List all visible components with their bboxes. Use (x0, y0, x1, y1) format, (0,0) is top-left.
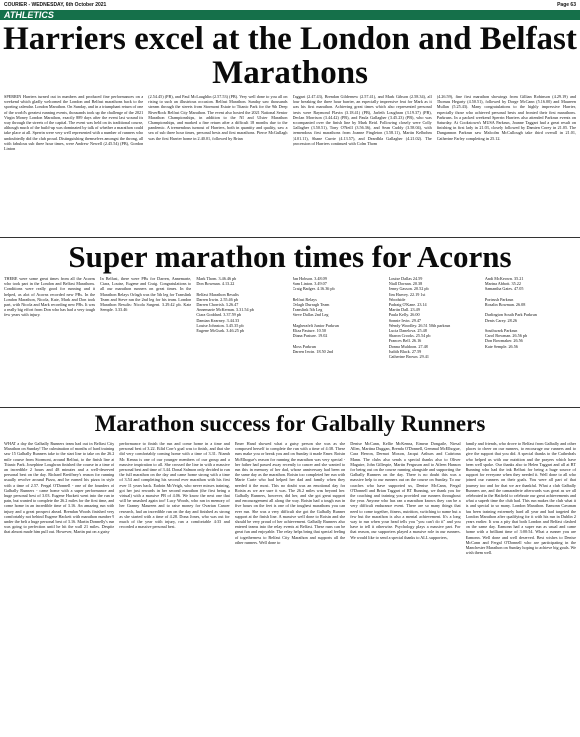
page-header-date: COURIER - WEDNESDAY, 6th October 2021 (4, 2, 107, 8)
story2-col-6: Andi McKeown. 35.21 Marina Abbott. 35.22 Samantha Gates. 47.05 Portrush Parkrun Rosalin Bowman. 26.08 Darlington South Park Parkrun Denis Carey. 28.26 Southwark Parkrun Carol Bowman. 26.56 pb Don Bowmaker. 26.56 Kate Semple. 26.56 (484, 276, 537, 349)
story2-col-2: In Belfast, there were PBs for Darren, Annemarie, Ciara, Louise, Eugene and Craig. Congratulations to all our marathon runners on great times. In the Marathon Relays Orlagh was the 5th leg for Translink Team and Steve ran the 2nd leg for his team. London Marathon Results: Nicola Sargent. 3.29.42 pb. Kate Semple. 3.33.46 (100, 276, 192, 313)
section-title: ATHLETICS (4, 10, 54, 20)
story2-col-3: Mark Thom. 3.46.46 pb Don Bowman. 4.13.22 Belfast Marathon Results Darren Irwin. 2.55.46 pb Darren Chorrish. 3.26.47 Annemarie McKernan. 3.31.54 pb Ciara Goddard. 3.37.59 pb Damian Kearney. 3.44.33 Louise Johnston. 3.45.35 pb Eugene McGurk. 3.46.25 pb (196, 276, 254, 334)
story2-col-4: Jan Hobson. 3.48.09 Sam Linton. 3.49.07 Craig Badger. 4.16.36 pb Belfast Relays Orlagh Durragh Team Translink 5th Leg Steve Dallas 2nd Leg Magherafelt Junior Parkrun Eliza Pasture. 10.50 Diana Pasture. 19.02 Moss Parkrun Darren Irwin. 18.50 2nd (292, 276, 339, 354)
story3-body (4, 441, 576, 733)
story2-col-5: Louise Dallas 24.59 Niall Dornan. 20.38 Jenny Gasson. 20.52 pb Jim Harvey. 22.19 1st Woodside Padraig O'Kane. 23.14 Martin Dall. 23.49 Paula Kelly. 26.00 Sonnie Irvin. 29.47 Wendy Woodley. 26.51 50th parkrun Lucia Danelova. 25.48 Sharon Crooks. 25.54 pb Frances Bell. 26.16 Donna Muldoon. 27.48 Judith Black. 27.59 Catherine Brown. 29.41 (388, 276, 451, 360)
story1-col-4: (4.26.59), fine first marathon showings from Gillian Robinson (4.29.19) and Thomas Hegarty (4.50.51), followed by Dorge McCann (5.16.00) and Maureen Mullan (5.25.43). Many congratulations to the highly impressive Harrier, especially those who achieved personal bests and fronted their first marathons. Parkruns. In a packed weekend Sperrin Harriers also attended Parkrun events on Saturday. At Cookstown's MUSA Parkrun, Joanne Taggart had a great result on finishing in first lady in 21.03, closely followed by Damien Corey in 21.05. The Dungannon Parkrun saw Malcolm McCullough take third overall in 21.01, Catherine Farley completing in 25.12. (436, 94, 576, 141)
story2-headline: Super marathon times for Acorns (68, 239, 512, 274)
story3-col-5: family and friends, who drove to Belfast from Galbally and other places to cheer on our runners, to encourage our runners and to give the support that you did. A special thanks to the Cathedrals who helped us with our nutrition and the prayers which have been well spoke. Our thanks also to Helen Taggart and all at BT Running who had the ink Belfast for being a huge source of support for everyone when they needed it. Well done to all who joined our runners on their goals. You were all part of that journey too and for that we are thankful. What a club Galbally Runners are, and the camaraderie afterwards was great as we all celebrated in the Hatfield to celebrate our great achievements and what a superb time the club had. This run makes the club what it is and special to so many. London Marathon. Eamonn Cavanan has been training extremely hard all year and had targeted the London Marathon after qualifying for it with his run in Dublin 2 years earlier. It was a pity that both London and Belfast clashed on the same day. Eamonn had a super run as usual and came home with a brilliant time of 3:00:54. What a runner you are Eamonn. Well done and well deserved. Best wishes to Denise McCann and Fergal O'Donnell who are participating in the Manchester Marathon on Sunday hoping to achieve big goals. We wish them well. (465, 441, 577, 556)
story1-col-1: SPERRIN Harriers turned out in numbers and produced fine performances on a weekend which gladly welcomed the London and Belfast marathons back to the sporting calendar. London Marathon. On Sunday, and in a triumphant return of one of the world's greatest running events, thousands took up the challenge of the 2021 Virgin Money London Marathon, exactly 889 days after the event last wound its way through the streets of the capital. The event was held on its traditional course, although much of the build-up was dominated by talk of whether a marathon could take place at all. Sperrin were very well represented with a number of runners who undoubtedly did the club proud. Distinguishing themselves amongst the throng, all with fabulous sub three hour times, were Andrew Newell (2.45.54) (PB), Gordon Linton (4, 94, 144, 152)
story3-col-4: Denise McCann, Kellie McKenna, Eimear Dongaile, Niesal Allen, Martina Duggan, Brenda O'Donnell, Gemmal McElhogue, Cara Herron, Dermot Moxon, Jacqui Arthurs and Caitriona Mann. The clubs also sends a special thanks also to Oliver Maguire, John Gillespie, Martin Ferguson and to Aileen Hanson for being out on the course running alongside and supporting the Galbally Runners on the day. There is no doubt this was a massive help to our runners out on the course on Sunday. To our coaches who have supported us, Denise McCann, Fergal O'Donnell and Brian Taggart of BT Running, we thank you for the coaching and training you provided our runners throughout the year. Anyone who has ran a marathon knows they can be a very difficult endurance event. There are so many things that need to come together, fitness, nutrition, switching to name but a few but the marathon is also a mental achievement. It's a long way to run when your head tells you "you can't do it" and you have to tell it otherwise. Psychology plays a massive part. For that reason, our supporters played a massive role in our runners. We would like to send a special thanks to ALL supporters, (350, 441, 461, 540)
story1-col-3: Taggart (2.47.43), Brendan Gildernew (2.57.41), and Mark Gibson (2.58.34), all four breaking the three hour barrier, an especially impressive feat for Mark as it was his first marathon. Achieving great times which also represented personal bests were Raymond Flavin (3.18.41) (PB), Jarleth Loughran (3.19.37) (PB), Declan Morrison (3.44.42) (PB), and Paula Gallagher (3.45.23) (PB), who was accompanied over the finish line by Mark Reid. Following closely were Colly Gallagher (3.50.51), Tony O'Neill (3.56.36), and Sean Cuddy (3.58.04), with tremendous first marathons from Joanne Fingleton (3.58.11), Martin Kelbohm (4.01.11), Shane Currie (4.13.57), and Deardhla Gallagher (4.21.02). The procession of Harriers continued with Colm Thom (292, 94, 432, 146)
story2-body (4, 276, 576, 404)
story1-body (4, 94, 576, 234)
page-number: Page 63 (557, 2, 576, 8)
story3-col-2: performance to finish the run and come home in a time and personal best of 3.22. Eilid Corr's goal was to finish, and that she did very comfortably coming home with a time of 3.31. Niamh Mc Kenna is one of our younger members of our group and a massive inspiration to all. She crossed the line in with a massive personal best and time of 3.44. Donal Salmon only decided to run the full marathon on the day and came home strong with a time of 3.54 and completing his second ever marathon with his first ever 11 years back. Eadoin McVeigh, who never misses training, got her just rewards in her second marathon (the first being a virtual) with a massive PB of 4.06. We know the next one that will be smashed again too! Lucy Woods, who ran in memory of her Granny Maureen and to raise money for Ovarian Cancer research, had an incredible run on the day and finished as strong as she started with a time of 4.28. Dona Jones, who was out for much of the year with injury, ran a comfortable 4:33 and recorded a massive personal best. (119, 441, 230, 530)
divider-2 (0, 407, 580, 408)
page-header (0, 0, 580, 10)
story2-col-1: THERE were some great times from all the Acorns who took part in the London and Belfast Marathons. Conditions were really good for running and it helped, as alot of Acorns recorded new PBs. In the London Marathon, Nicola, Kate, Mark and Don took part, with Nicola and Mark recording new PBs. It was a really big effort from Don who has had a very tough few years with injury. (4, 276, 96, 318)
divider-1 (0, 237, 580, 238)
section-band (0, 10, 580, 20)
story3-headline: Marathon success for Galbally Runners (94, 411, 486, 436)
story3-col-1: WHAT a day the Galbally Runners team had out in Belfast City Marathon on Sunday! The culmination of months of hard training saw 15 Galbally Runners take to the start line to take on the 26.2 mile course from Stormont, around Belfast, to the finish line at Titanic Park. Josephine Loughran finished the course in a time of an incredible 2 hours and 48 minutes and a well-deserved personal best on the day. Richard Breiffney's reason for running usually revolve around Pizza, and he earned his pizza in style with a time of 2.57. Fergal O'Donnell - one of the founders of Galbally Runners - came home with a super performance and huge personal best of 3.03. Eugene Hackett went into the run in pain, but wanted to complete the 26.2 miles for the first time, and come home in an incredible time of 3.16. An amazing run with injury and a great prospect ahead. Brendan Woods finished very comfortably not behind Eugene Hackett with marathon number 9 under the belt a huge personal best of 3.16. Martin Donnelly's run was going to perfection until he hit the wall 21 miles. Despite that almost made him pull out. However, Martin put on a gutsy (4, 441, 115, 535)
story1-col-2: (2.54.45) (PB), and Paul McLaughlin (2.57.53) (PB). Very well done to you all on rising to such an illustrious occasion. Belfast Marathon. Sunday saw thousands stream through the streets from Stormont Estate to Titanic Park for the 9th Deep RiverRock Belfast City Marathon. The event also hosted the 2021 National Senior Marathon Championships, in addition to the NI and Ulster Marathon Championships, and marked a fine return after a difficult 18 months due to the pandemic. A tremendous turnout of Harriers, both in quantity and quality, saw a sea of sub three hour times, personal bests and first marathons. Pierce McGullagh was the first Harrier home in 2.40.01, followed by Brian (148, 94, 288, 141)
story3-col-3: Emer Hand showed what a gutsy person she was as she composed herself to complete the run with a time of 4:38. These runs make you or break you and on Sunday it made Emer. Roisin McElhogue's reason for running the marathon was very special - her father had passed away recently to cancer and she wanted to run this in memory of her dad, whose anniversary had been on the same day as the marathon. Roisin too completed her run with Marie Curie who had helped her dad and family when they needed it the most. This no doubt was an emotional day for Roisin as we are sure it was. The 26.2 miles was beyond her. Galbally Runners, however, did her, and she got great support and encouragement all along the way. Roisin had a tough run in five hours on the feet is one of the toughest marathons you can ever run. She was a very difficult she got the Galbally Runner support at the finish line. A massive well done to Roisin and she should be very proud of her achievement. Galbally Runners also entered teams into the relay events at Belfast. These runs can be great fun and enjoyable. The relay helps bring that special feeling of togetherness to Belfast City Marathon and supports all the other runners. Well done to (234, 441, 346, 545)
story1-headline: Harriers excel at the London and Belfast Marathons (3, 21, 577, 91)
